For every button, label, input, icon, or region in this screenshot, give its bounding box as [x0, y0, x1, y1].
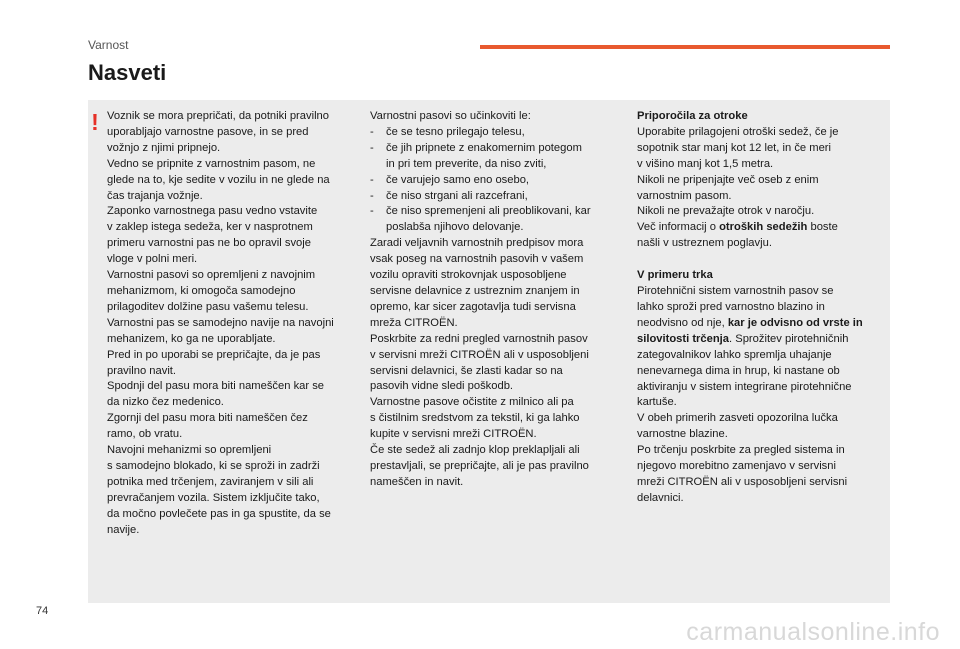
column-belt-conditions	[370, 109, 616, 491]
section-header: Varnost	[88, 38, 129, 52]
text-line: Zaradi veljavnih varnostnih predpisov mora	[370, 237, 584, 250]
text-line: servisne delavnice z ustreznim znanjem in	[370, 284, 580, 297]
list-dash: -	[370, 189, 374, 202]
text-line: Po trčenju poskrbite za pregled sistema in	[637, 444, 845, 457]
text-line: Pred in po uporabi se prepričajte, da je pas	[107, 348, 321, 361]
list-item	[370, 173, 616, 189]
text-line: čas trajanja vožnje.	[107, 189, 203, 202]
text-line: delavnici.	[637, 491, 684, 504]
text-line: nameščen in navit.	[370, 475, 464, 488]
text-line: lahko sproži pred varnostno blazino in	[637, 300, 825, 313]
text-line: vsak poseg na varnostnih pasovih v vašem	[370, 253, 584, 266]
text-line: Voznik se mora prepričati, da potniki pravilno	[107, 110, 329, 122]
text-line: mreži CITROËN ali v usposobljeni servisni	[637, 475, 848, 488]
children-heading: Priporočila za otroke	[637, 110, 748, 122]
text-line: vozilu opraviti strokovnjak usposobljene	[370, 269, 567, 282]
text-line: našli v ustreznem poglavju.	[637, 237, 772, 250]
child-seats-reference	[637, 220, 885, 236]
text-line: Navojni mehanizmi so opremljeni	[107, 444, 272, 457]
text-line: nenevarnega dima in hrup, ki nastane ob	[637, 364, 840, 377]
text-line: v servisni mreži CITROËN ali v usposobljeni	[370, 348, 589, 361]
text-line: uporabljajo varnostne pasove, in se pred	[107, 125, 309, 138]
list-item-text	[386, 189, 616, 205]
text-line: prestavljali, se prepričajte, ali je pas pravilno	[370, 459, 589, 472]
list-item-text	[386, 173, 616, 189]
text-line: njegovo morebitno zamenjavo v servisni	[637, 460, 836, 473]
list-item-text	[386, 204, 616, 236]
text-line: vožnjo z njimi pripnejo.	[107, 141, 221, 154]
text-line	[637, 316, 885, 332]
text-line: varnostnim pasom.	[637, 189, 732, 202]
bold-text: silovitosti trčenja	[637, 332, 730, 345]
text-line: aktiviranju v sistem integrirane pirotehnične	[637, 380, 852, 393]
text-line: servisni delavnici, še zlasti kadar so na	[370, 364, 563, 377]
text-line: če niso spremenjeni ali preoblikovani, kar	[386, 205, 591, 218]
text-line: prevračanjem vozila. Sistem izključite tako,	[107, 491, 320, 504]
text-line: potnika med trčenjem, zaviranjem v sili ali	[107, 475, 314, 488]
text-line: Varnostni pasovi so opremljeni z navojnim	[107, 269, 316, 282]
exclamation-icon: !	[91, 109, 99, 135]
text-line: Varnostni pas se samodejno navije na navojni	[107, 316, 334, 329]
text-line: vloge v polni meri.	[107, 253, 198, 266]
text-line: če varujejo samo eno osebo,	[386, 173, 530, 186]
text-line: kartuše.	[637, 396, 677, 409]
list-item	[370, 204, 616, 236]
text-line	[637, 332, 885, 348]
text-line: sopotnik star manj kot 12 let, in če meri	[637, 141, 832, 154]
text-line: opremo, kar sicer zagotavlja tudi servisna	[370, 300, 576, 313]
list-item-text	[386, 125, 616, 141]
text-line: poslabša njihovo delovanje.	[386, 221, 524, 234]
text-line: če se tesno prilegajo telesu,	[386, 125, 525, 138]
text-line: Če ste sedež ali zadnjo klop preklapljali ali	[370, 444, 580, 457]
text-line: in pri tem preverite, da niso zviti,	[386, 157, 547, 170]
text-line: mehanizem, ko ga ne uporabljate.	[107, 332, 276, 345]
text-line: Vedno se pripnite z varnostnim pasom, ne	[107, 157, 316, 170]
text-line: če niso strgani ali razcefrani,	[386, 189, 528, 202]
page-number: 74	[36, 605, 49, 617]
column-safety-belts	[91, 109, 359, 538]
text-line: če jih pripnete z enakomernim potegom	[386, 141, 582, 154]
text-line: mehanizmom, ki omogoča samodejno	[107, 284, 296, 297]
text-line: Nikoli ne prevažajte otrok v naročju.	[637, 205, 815, 218]
text-line: zategovalnikov lahko spremlja uhajanje	[637, 348, 832, 361]
text-span: . Sprožitev pirotehničnih	[729, 332, 849, 345]
list-item	[370, 189, 616, 205]
text-line: ramo, ob vratu.	[107, 428, 183, 441]
text-line: da nizko čez medenico.	[107, 396, 224, 409]
impact-heading: V primeru trka	[637, 269, 713, 282]
column-children-and-impact	[637, 109, 885, 507]
child-seats-link-text: otroških sedežih	[719, 221, 808, 234]
bold-text: kar je odvisno od vrste in	[727, 316, 863, 329]
list-item-text	[386, 141, 616, 173]
watermark: carmanualsonline.info	[686, 618, 940, 646]
text-line: kupite v servisni mreži CITROËN.	[370, 428, 537, 441]
list-dash: -	[370, 173, 374, 186]
ref-text: Več informacij o	[637, 221, 720, 234]
list-item	[370, 125, 616, 141]
text-line: Spodnji del pasu mora biti nameščen kar se	[107, 380, 325, 393]
text-line: Poskrbite za redni pregled varnostnih pasov	[370, 332, 588, 345]
text-line: navije.	[107, 523, 140, 536]
text-line: da močno povlečete pas in ga spustite, da se	[107, 507, 331, 520]
intro-line: Varnostni pasovi so učinkoviti le:	[370, 110, 531, 122]
header-accent-bar	[480, 45, 890, 49]
list-dash: -	[370, 125, 374, 138]
text-line: s čistilnim sredstvom za tekstil, ki ga lahko	[370, 412, 580, 425]
text-line: Nikoli ne pripenjajte več oseb z enim	[637, 173, 819, 186]
text-line: glede na to, kje sedite v vozilu in ne glede na	[107, 173, 330, 186]
content-panel	[88, 100, 890, 603]
text-line: varnostne blazine.	[637, 428, 728, 441]
text-line: Uporabite prilagojeni otroški sedež, če je	[637, 125, 839, 138]
text-line: mreža CITROËN.	[370, 316, 458, 329]
text-line: pravilno navit.	[107, 364, 177, 377]
text-line: v višino manj kot 1,5 metra.	[637, 157, 774, 170]
list-item	[370, 141, 616, 173]
text-line: v zaklep istega sedeža, ker v nasprotnem	[107, 221, 313, 234]
list-dash: -	[370, 205, 374, 218]
text-line: pasovih vidne sledi poškodb.	[370, 380, 514, 393]
text-line: V obeh primerih zasveti opozorilna lučka	[637, 412, 838, 425]
spacer	[637, 252, 885, 268]
text-line: Pirotehnični sistem varnostnih pasov se	[637, 285, 834, 298]
text-line: primeru varnostni pas ne bo opravil svoje	[107, 237, 311, 250]
text-line: Varnostne pasove očistite z milnico ali pa	[370, 396, 574, 409]
text-line: prilagoditev dolžine pasu vašemu telesu.	[107, 300, 309, 313]
text-line: Zaponko varnostnega pasu vedno vstavite	[107, 205, 318, 218]
page-title: Nasveti	[88, 60, 167, 85]
text-line: s samodejno blokado, ki se sproži in zadrži	[107, 459, 320, 472]
text-line: Zgornji del pasu mora biti nameščen čez	[107, 412, 308, 425]
list-dash: -	[370, 141, 374, 154]
ref-text: boste	[807, 221, 838, 234]
text-span: neodvisno od nje,	[637, 316, 728, 329]
